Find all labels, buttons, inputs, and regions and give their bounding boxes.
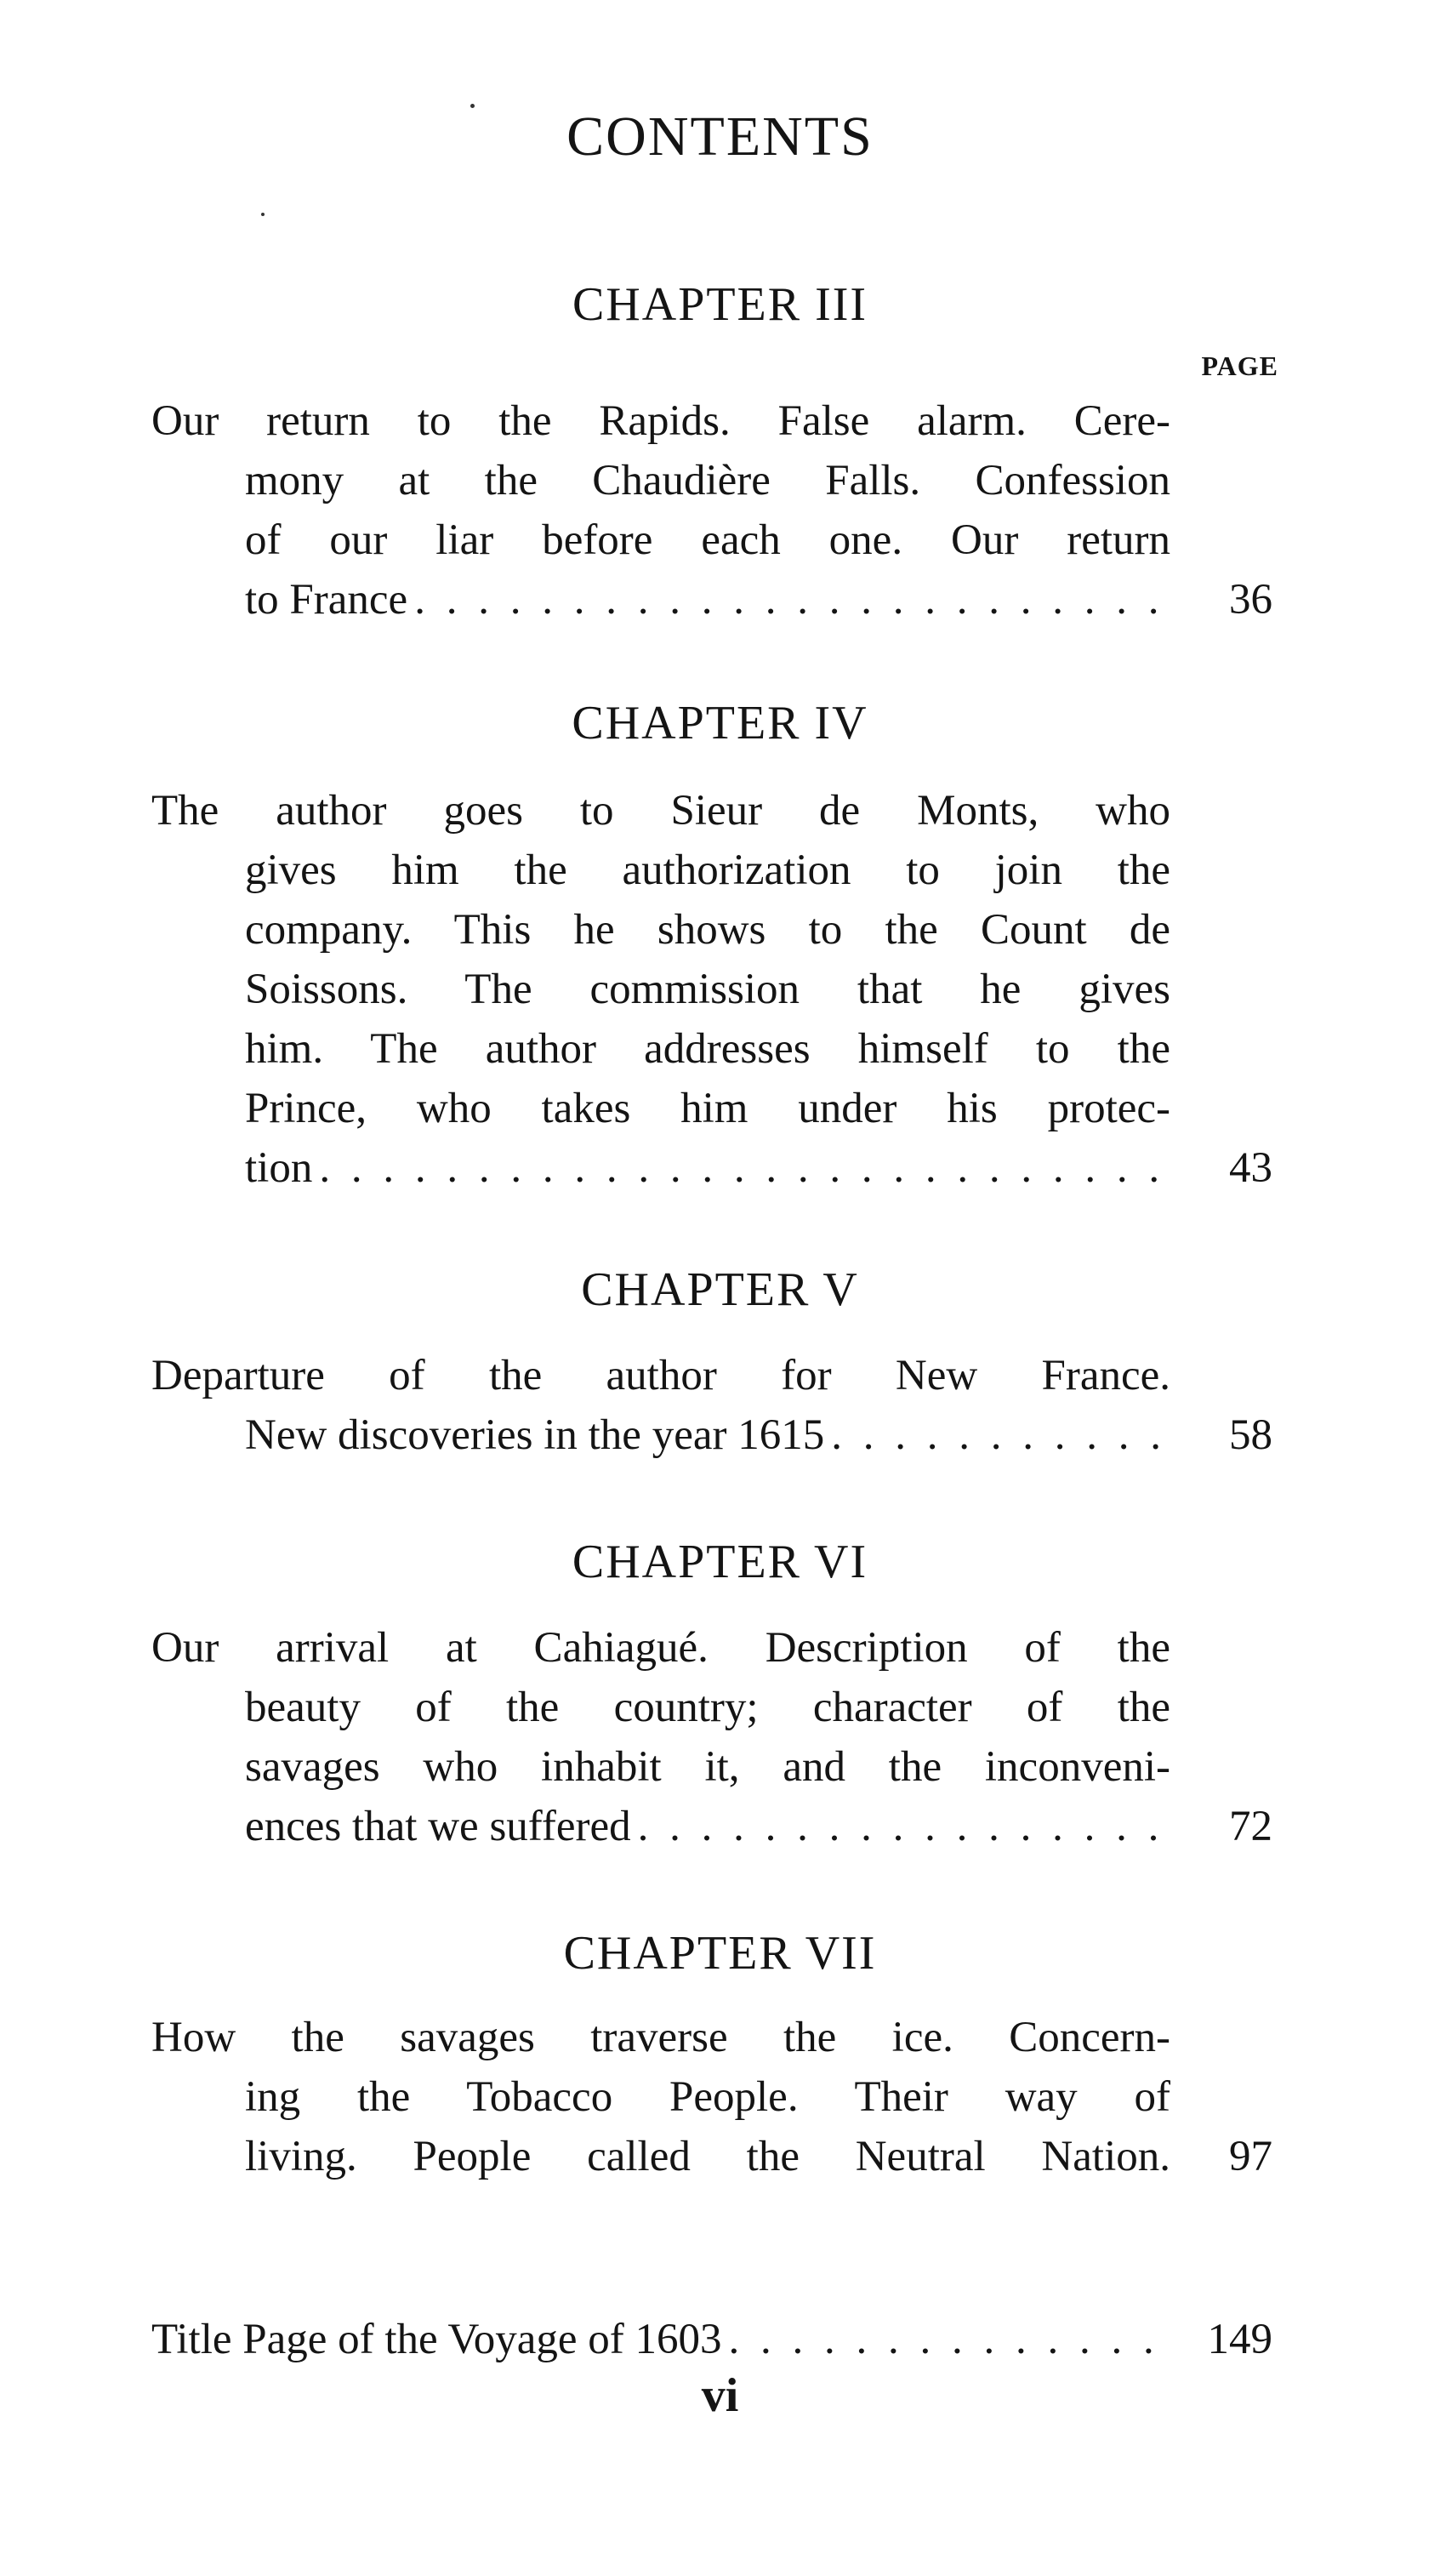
toc-entry[interactable] (151, 781, 1272, 1198)
dot-leader (831, 1405, 1162, 1465)
page-number: 97 (1229, 2133, 1272, 2180)
chapter-heading: CHAPTER III (572, 278, 868, 331)
page-number: 149 (1207, 2316, 1272, 2363)
toc-entry[interactable] (151, 391, 1272, 630)
toc-entry[interactable] (151, 1618, 1272, 1856)
print-speck (470, 104, 475, 108)
entry-last-line (151, 570, 1170, 630)
entry-line: gives him the authorization to join the (245, 846, 1170, 894)
toc-entry[interactable] (151, 1346, 1272, 1465)
page-number: 43 (1229, 1144, 1272, 1192)
toc-entry[interactable] (151, 2008, 1272, 2186)
toc-entry-appendix[interactable] (151, 2310, 1272, 2369)
entry-line: savages who inhabit it, and the inconveni- (245, 1743, 1170, 1791)
contents-title: CONTENTS (566, 105, 874, 168)
entry-line: him. The author addresses himself to the (245, 1025, 1170, 1073)
entry-last-line (151, 1405, 1170, 1465)
entry-line: mony at the Chaudière Falls. Confession (245, 457, 1170, 504)
page-number: 72 (1229, 1803, 1272, 1850)
entry-last-line (151, 2310, 1170, 2369)
entry-line: Departure of the author for New France. (151, 1352, 1170, 1399)
dot-leader (638, 1797, 1162, 1856)
entry-line: living. People called the Neutral Nation. (245, 2133, 1170, 2180)
entry-line: How the savages traverse the ice. Concern- (151, 2014, 1170, 2061)
chapter-heading: CHAPTER IV (572, 697, 868, 749)
chapter-heading: CHAPTER VII (563, 1927, 877, 1980)
dot-leader (729, 2310, 1162, 2369)
entry-line: ences that we suffered (245, 1803, 631, 1850)
page-number: 36 (1229, 576, 1272, 624)
entry-line: company. This he shows to the Count de (245, 906, 1170, 954)
entry-line: tion (245, 1144, 313, 1192)
entry-line: of our liar before each one. Our return (245, 516, 1170, 564)
entry-line: Our return to the Rapids. False alarm. Cere- (151, 397, 1170, 445)
dot-leader (319, 1138, 1162, 1198)
entry-last-line (151, 1797, 1170, 1856)
page-folio: vi (701, 2369, 739, 2422)
chapter-heading: CHAPTER V (581, 1263, 859, 1316)
entry-line: The author goes to Sieur de Monts, who (151, 787, 1170, 835)
chapter-heading: CHAPTER VI (572, 1536, 868, 1588)
page-column-label: PAGE (1201, 350, 1278, 381)
entry-line: ing the Tobacco People. Their way of (245, 2073, 1170, 2121)
entry-line: to France (245, 576, 408, 624)
page-number: 58 (1229, 1411, 1272, 1459)
entry-line: Soissons. The commission that he gives (245, 966, 1170, 1013)
print-speck (261, 213, 265, 216)
entry-line: Title Page of the Voyage of 1603 (151, 2316, 722, 2363)
entry-line: Our arrival at Cahiagué. Description of the (151, 1624, 1170, 1672)
entry-line: New discoveries in the year 1615 (245, 1411, 825, 1459)
entry-last-line (151, 1138, 1170, 1198)
entry-line: beauty of the country; character of the (245, 1684, 1170, 1731)
dot-leader (414, 570, 1162, 630)
entry-line: Prince, who takes him under his protec- (245, 1085, 1170, 1132)
